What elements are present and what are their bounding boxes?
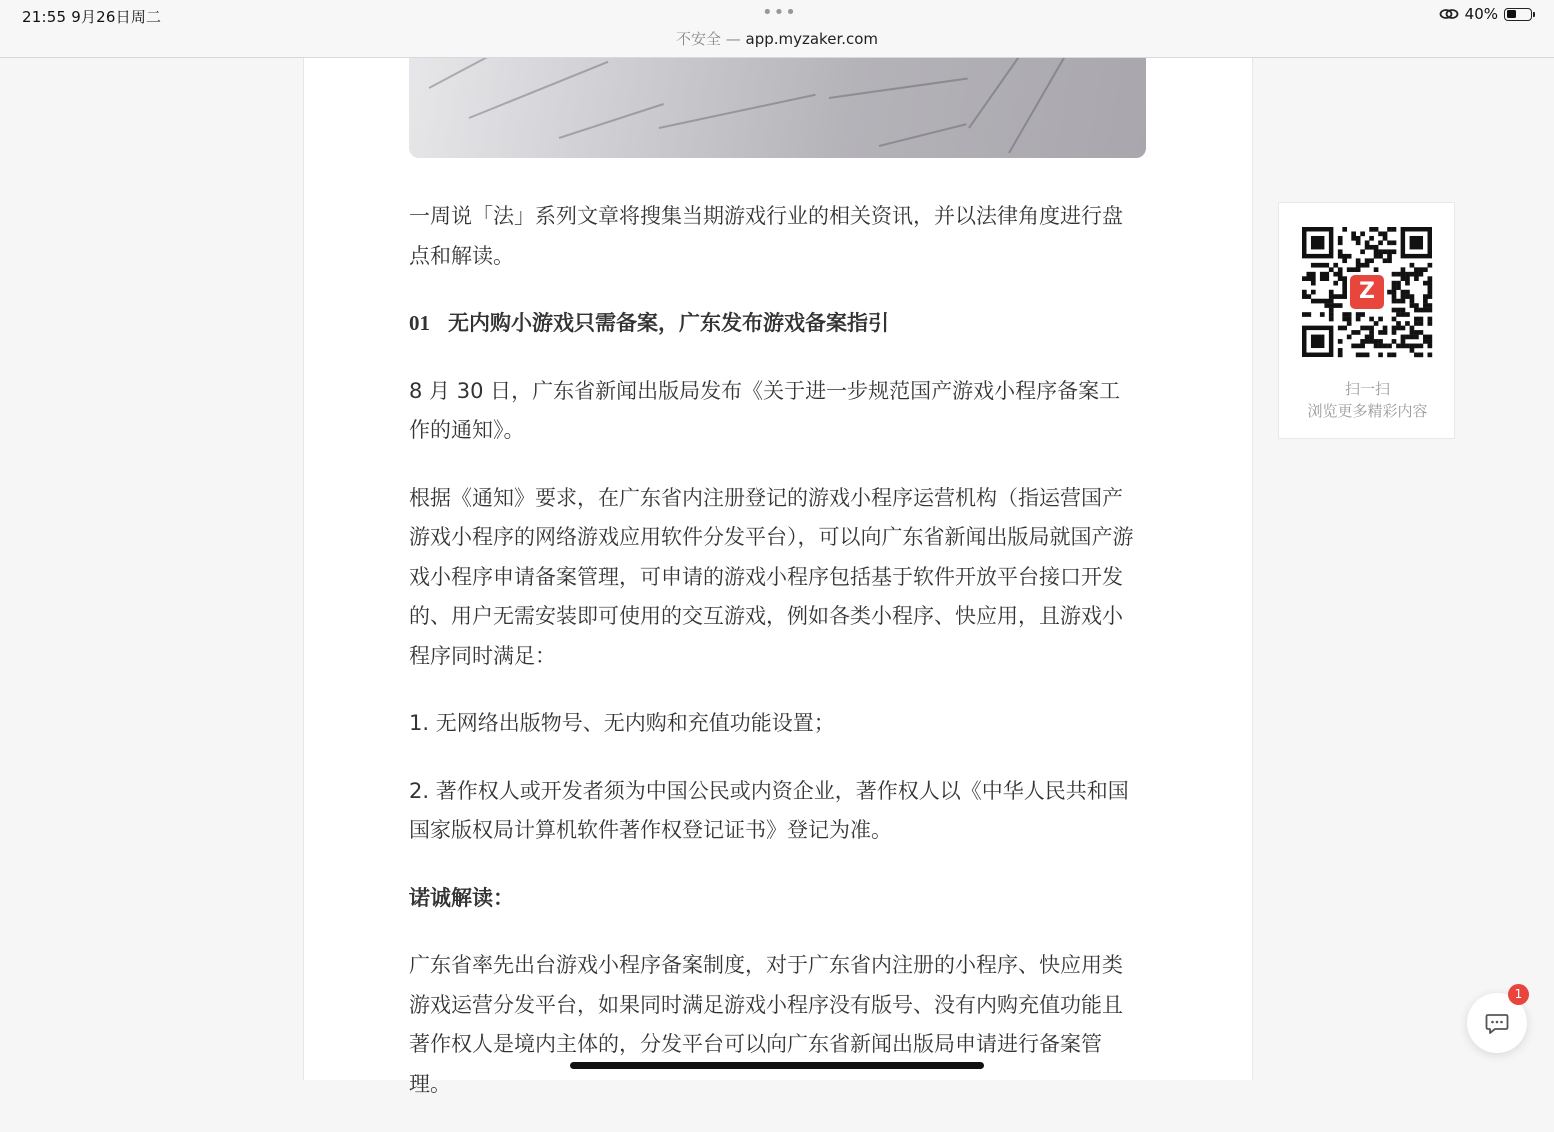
paragraph-2: 根据《通知》要求，在广东省内注册登记的游戏小程序运营机构（指运营国产游戏小程序的网络游戏应用软件分发平台），可以向广东省新闻出版局就国产游戏小程序申请备案管理，可申请的游戏小程序包括基于软件开放平台接口开发的、用户无需安装即可使用的交互游戏，例如各类小程序、快应用，且游戏小程序同时满足： — [409, 485, 1134, 668]
section-title: 无内购小游戏只需备案，广东发布游戏备案指引 — [448, 311, 889, 335]
qr-code-icon — [1302, 227, 1432, 357]
battery-percent: 40% — [1464, 5, 1498, 23]
qr-caption-line2: 浏览更多精彩内容 — [1307, 402, 1428, 420]
url-text: app.myzaker.com — [745, 30, 879, 48]
article-body — [409, 197, 1139, 1132]
notification-badge: 1 — [1508, 984, 1529, 1005]
hero-image — [409, 57, 1146, 158]
list-item-2: 2. 著作权人或开发者须为中国公民或内资企业，著作权人以《中华人民共和国国家版权局计算机软件著作权登记证书》登记为准。 — [409, 778, 1129, 842]
section-heading — [409, 304, 1139, 344]
zaker-logo: Z — [1347, 272, 1387, 312]
list-item-1: 1. 无网络出版物号、无内购和充值功能设置； — [409, 711, 835, 735]
address-bar[interactable] — [0, 28, 1554, 49]
chat-bubble-icon — [1485, 1013, 1509, 1039]
security-label: 不安全 — — [675, 30, 741, 48]
article-column — [303, 57, 1253, 1096]
status-time-date: 21:55 9月26日周二 — [22, 8, 162, 26]
paragraph-1: 8 月 30 日，广东省新闻出版局发布《关于进一步规范国产游戏小程序备案工作的通知》。 — [409, 378, 1121, 442]
qr-caption-line1: 扫一扫 — [1344, 380, 1390, 398]
paragraph-3: 广东省率先出台游戏小程序备案制度，对于广东省内注册的小程序、快应用类游戏运营分发平台，如果同时满足游戏小程序没有版号、没有内购充值功能且著作权人是境内主体的，分发平台可以向广东省新闻出版局申请进行备案管理。 — [409, 953, 1123, 1096]
battery-fill — [1507, 10, 1516, 18]
sub-heading: 诺诚解读： — [409, 885, 514, 910]
status-indicators — [1439, 5, 1532, 23]
link-icon — [1439, 8, 1459, 20]
ellipsis-icon[interactable]: ••• — [762, 2, 797, 23]
browser-top-bar — [0, 0, 1554, 58]
intro-paragraph: 一周说「法」系列文章将搜集当期游戏行业的相关资讯，并以法律角度进行盘点和解读。 — [409, 204, 1123, 268]
home-indicator[interactable] — [570, 1062, 984, 1069]
qr-caption — [1279, 378, 1456, 422]
section-number: 01 — [409, 311, 430, 335]
battery-icon — [1504, 8, 1532, 21]
qr-code-card — [1278, 202, 1455, 439]
